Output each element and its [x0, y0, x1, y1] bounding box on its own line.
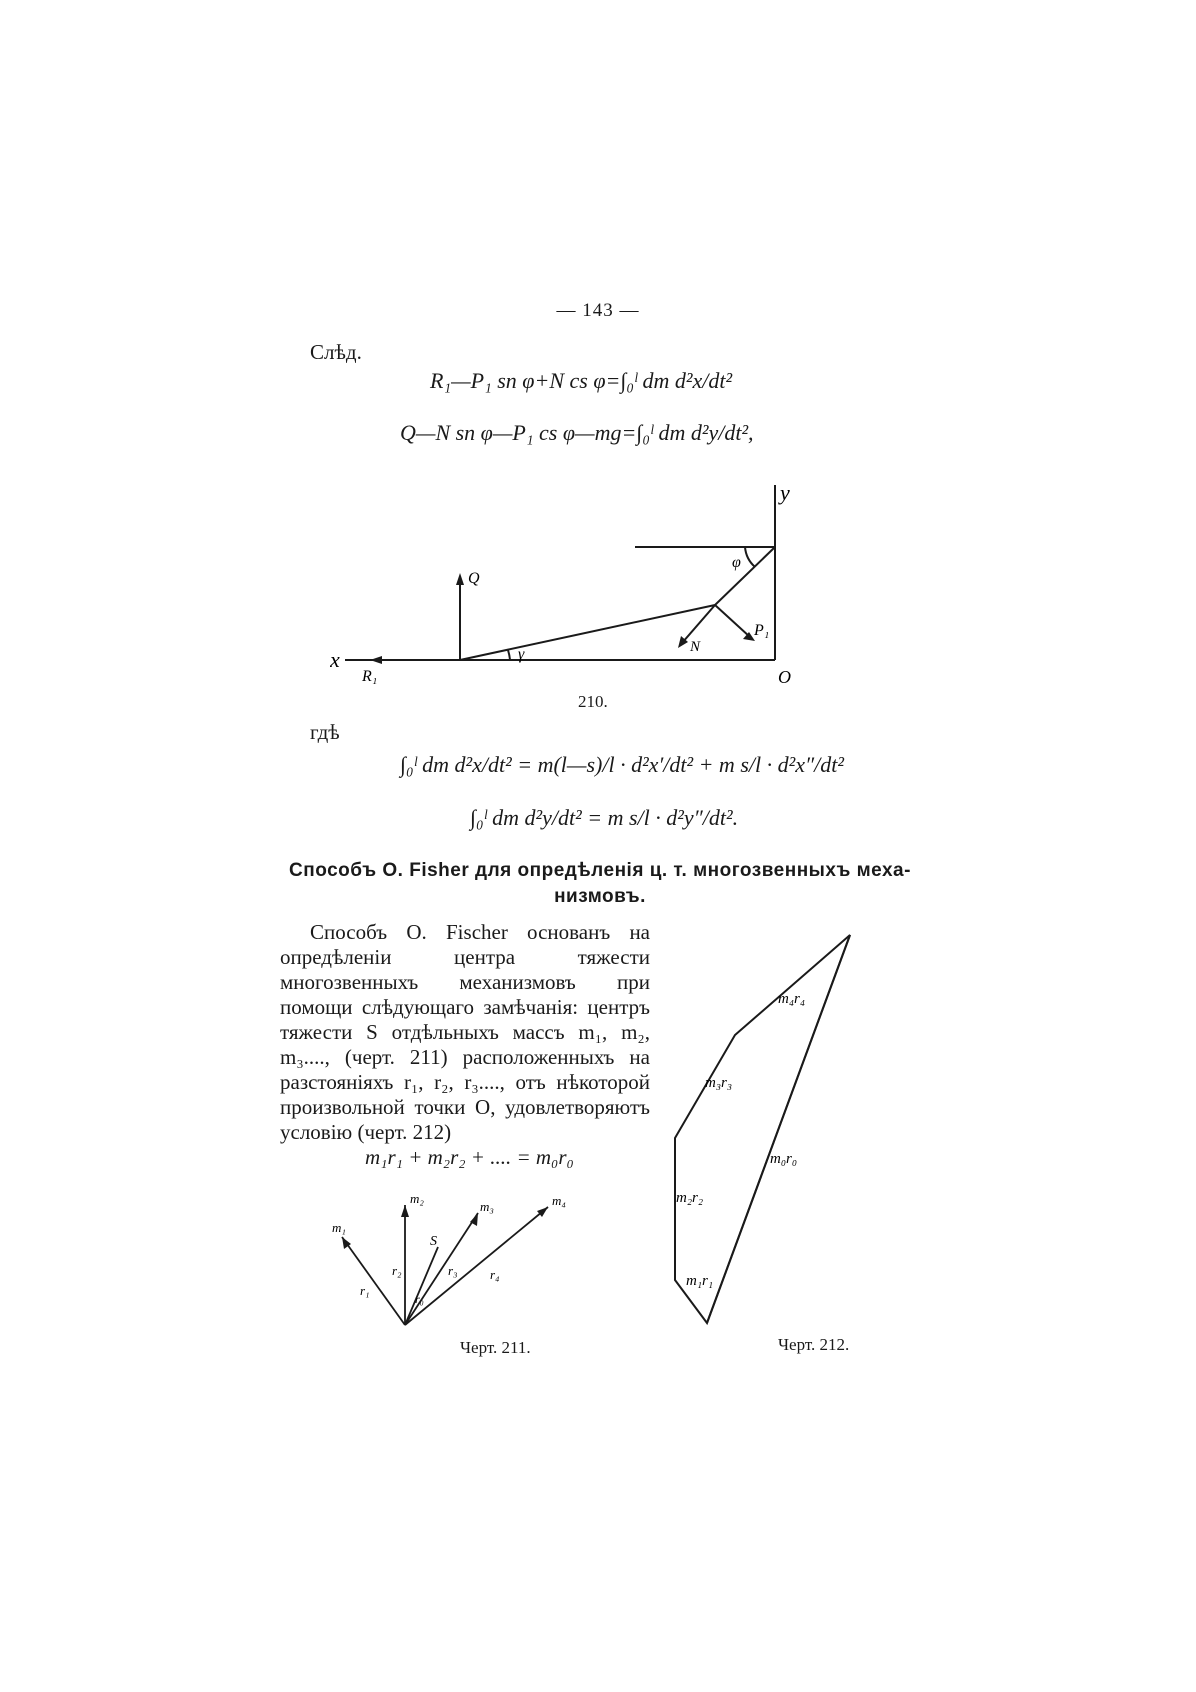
equation-x-motion: R₁—P₁ sn φ+N cs φ=∫₀ˡ dm d²x/dt² — [430, 368, 733, 393]
arrowhead-R — [370, 656, 382, 664]
rod-segment — [460, 605, 715, 660]
r2-label: r₂ — [392, 1263, 402, 1278]
figure-212-caption: Черт. 212. — [778, 1335, 850, 1354]
y-axis-label: y — [780, 480, 790, 505]
figure-211-caption: Черт. 211. — [460, 1338, 531, 1357]
m2r2-label: m₂r₂ — [676, 1190, 704, 1206]
S-label: S — [430, 1234, 437, 1249]
m1-label: m₁ — [332, 1220, 346, 1235]
figure-211-diagram — [330, 1175, 600, 1335]
angle-phi-label: φ — [732, 554, 741, 571]
m4-label: m₄ — [552, 1193, 566, 1208]
vector-r3 — [405, 1213, 478, 1325]
m3r3-label: m₃r₃ — [705, 1075, 733, 1091]
arrowhead-m2 — [401, 1205, 409, 1217]
force-R-label: R₁ — [362, 668, 378, 685]
section-heading-line2: низмовъ. — [554, 886, 646, 907]
vector-r0 — [405, 1247, 438, 1325]
force-P-label: P₁ — [754, 622, 770, 639]
r1-label: r₁ — [360, 1283, 370, 1298]
intro-word: Слѣд. — [310, 340, 362, 364]
figure-212-diagram — [650, 915, 870, 1335]
r4-label: r₄ — [490, 1267, 500, 1282]
m4r4-label: m₄r₄ — [778, 991, 806, 1007]
equation-y-integral: ∫₀ˡ dm d²y/dt² = m s/l · d²y″/dt². — [470, 805, 739, 830]
r0-label: r₀ — [415, 1292, 424, 1306]
m3-label: m₃ — [480, 1199, 494, 1214]
vector-r1 — [342, 1237, 405, 1325]
arrowhead-Q — [456, 573, 464, 585]
rod-to-wall-line — [715, 547, 775, 605]
m2-label: m₂ — [410, 1191, 424, 1206]
force-P-vector — [715, 605, 750, 637]
figure-210-caption: 210. — [578, 692, 608, 711]
origin-label: O — [778, 667, 791, 687]
angle-phi-arc — [745, 547, 755, 567]
body-paragraph: Способъ О. Fischer основанъ на опредѣленіи центра тяжести многозвенныхъ механизмовъ при помощи слѣдующаго замѣчанія: центръ тяжести S отдѣльныхъ массъ m₁, m₂, m₃...., (черт. 211) расположенныхъ на разстояніяхъ r₁, r₂, r₃...., отъ нѣкоторой произвольной точки O, удовлетворяютъ условію (черт. 212) — [280, 920, 650, 1144]
section-heading — [250, 858, 950, 910]
x-axis-label: x — [330, 647, 340, 672]
polygon-chain — [675, 935, 850, 1323]
m1r1-label: m₁r₁ — [686, 1273, 714, 1289]
equation-y-motion: Q—N sn φ—P₁ cs φ—mg=∫₀ˡ dm d²y/dt², — [400, 420, 754, 445]
force-Q-label: Q — [468, 570, 480, 587]
force-N-label: N — [690, 639, 701, 655]
r3-label: r₃ — [448, 1263, 458, 1278]
m0r0-label: m₀r₀ — [770, 1151, 798, 1167]
where-word: гдѣ — [310, 720, 340, 744]
angle-gamma-arc — [508, 650, 510, 660]
figure-210-diagram — [330, 455, 810, 695]
condition-equation: m₁r₁ + m₂r₂ + .... = m₀r₀ — [365, 1145, 574, 1169]
angle-gamma-label: γ — [518, 646, 525, 663]
equation-x-integral: ∫₀ˡ dm d²x/dt² = m(l—s)/l · d²x′/dt² + m s/l · d²x″/dt² — [400, 752, 844, 777]
section-heading-line1: Способъ О. Fisher для опредѣленія ц. т. многозвенныхъ меха- — [289, 860, 911, 881]
page-number: — 143 — — [556, 300, 640, 321]
